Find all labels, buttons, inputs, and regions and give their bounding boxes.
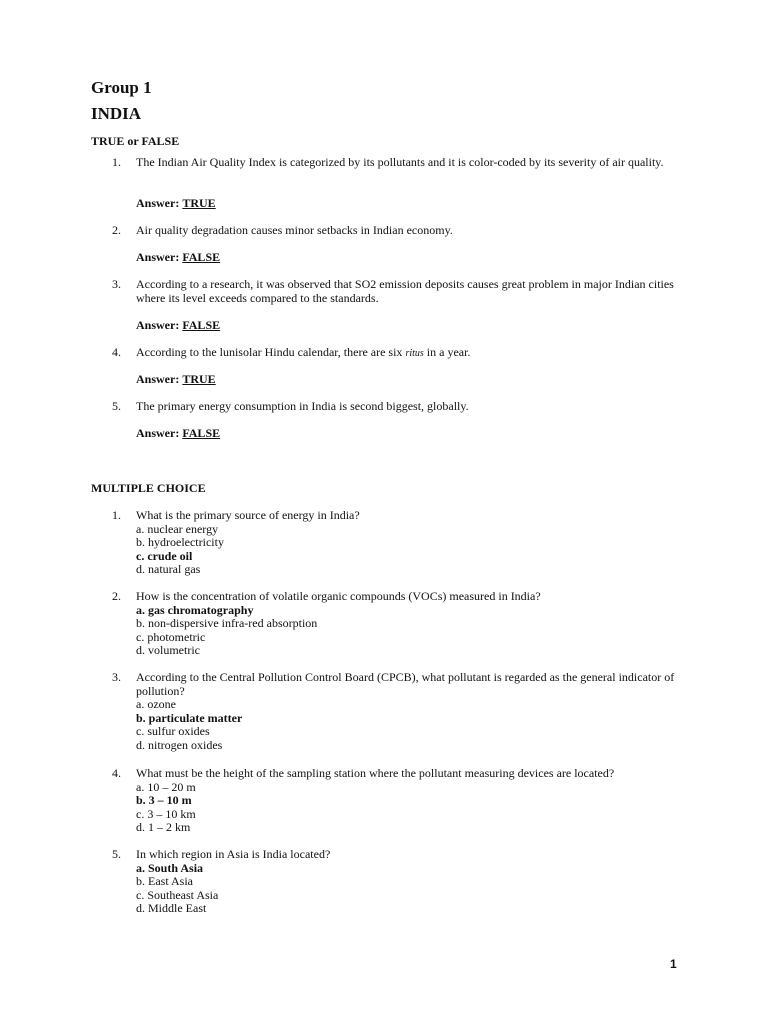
ritus-term: ritus [405, 348, 424, 359]
tf-text: According to a research, it was observed that SO2 emission deposits causes great problem in major Indian cities where its level exceeds compared to the standards. [136, 277, 674, 305]
mc-option: c. photometric [136, 629, 206, 644]
mc-number: 2. [112, 589, 121, 603]
mc-option: a. 10 – 20 m [136, 779, 196, 794]
mc-option: d. 1 – 2 km [136, 820, 191, 835]
mc-question-text: What must be the height of the sampling station where the pollutant measuring devices are located? [136, 766, 615, 780]
tf-answer-2 [136, 251, 220, 265]
mc-option: b. hydroelectricity [136, 535, 224, 550]
answer-value: TRUE [182, 196, 216, 210]
mc-question-3 [112, 671, 692, 753]
tf-question-5 [112, 400, 692, 414]
tf-answer-4 [136, 373, 216, 387]
tf-question-1 [112, 156, 692, 170]
tf-text: Air quality degradation causes minor setbacks in Indian economy. [136, 223, 453, 237]
tf-number: 2. [112, 223, 121, 237]
mc-option: c. Southeast Asia [136, 887, 219, 902]
tf-number: 1. [112, 155, 121, 169]
mc-question-text: What is the primary source of energy in India? [136, 508, 360, 522]
mc-option: d. Middle East [136, 901, 207, 916]
answer-label: Answer: [136, 426, 180, 440]
tf-question-3 [112, 278, 692, 305]
mc-number: 1. [112, 508, 121, 522]
tf-question-2 [112, 224, 692, 238]
answer-label: Answer: [136, 250, 180, 264]
mc-question-2 [112, 590, 692, 658]
tf-answer-3 [136, 319, 220, 333]
mc-number: 4. [112, 766, 121, 780]
mc-option: d. nitrogen oxides [136, 737, 223, 752]
tf-number: 4. [112, 345, 121, 359]
tf-text-before: According to the lunisolar Hindu calendar, there are six [136, 345, 403, 359]
tf-number: 3. [112, 277, 121, 291]
mc-question-4 [112, 767, 692, 835]
mc-question-text: In which region in Asia is India located? [136, 847, 331, 861]
answer-label: Answer: [136, 318, 180, 332]
mc-option: d. natural gas [136, 562, 201, 577]
tf-text [136, 346, 692, 361]
mc-option: b. non-dispersive infra-red absorption [136, 616, 318, 631]
mc-question-5 [112, 848, 692, 916]
mc-question-1 [112, 509, 692, 577]
answer-value: TRUE [182, 372, 216, 386]
mc-question-text: According to the Central Pollution Control Board (CPCB), what pollutant is regarded as the general indicator of pollution? [136, 670, 675, 698]
answer-label: Answer: [136, 372, 180, 386]
mc-option-correct: a. South Asia [136, 860, 204, 875]
tf-text: The primary energy consumption in India is second biggest, globally. [136, 399, 469, 413]
mc-option: b. East Asia [136, 874, 193, 889]
answer-value: FALSE [182, 250, 221, 264]
tf-text-after: in a year. [426, 345, 471, 359]
page-number: 1 [670, 957, 677, 971]
tf-text: The Indian Air Quality Index is categorized by its pollutants and it is color-coded by its severity of air quality. [136, 155, 664, 169]
tf-answer-1 [136, 197, 216, 211]
mc-option-correct: b. 3 – 10 m [136, 793, 192, 808]
multiple-choice-title: MULTIPLE CHOICE [91, 481, 206, 495]
answer-value: FALSE [182, 426, 221, 440]
country-heading: INDIA [91, 104, 142, 123]
mc-option: d. volumetric [136, 643, 200, 658]
tf-answer-5 [136, 427, 220, 441]
tf-number: 5. [112, 399, 121, 413]
mc-option-correct: a. gas chromatography [136, 602, 254, 617]
mc-option-correct: b. particulate matter [136, 710, 243, 725]
mc-option: c. sulfur oxides [136, 724, 210, 739]
group-heading: Group 1 [91, 78, 152, 97]
answer-value: FALSE [182, 318, 221, 332]
mc-question-text: How is the concentration of volatile organic compounds (VOCs) measured in India? [136, 589, 541, 603]
mc-option: a. nuclear energy [136, 521, 219, 536]
tf-question-4 [112, 346, 692, 361]
mc-number: 5. [112, 847, 121, 861]
mc-option: c. 3 – 10 km [136, 806, 196, 821]
mc-option-correct: c. crude oil [136, 548, 193, 563]
mc-option: a. ozone [136, 697, 176, 712]
true-false-title: TRUE or FALSE [91, 134, 180, 148]
mc-number: 3. [112, 670, 121, 684]
answer-label: Answer: [136, 196, 180, 210]
